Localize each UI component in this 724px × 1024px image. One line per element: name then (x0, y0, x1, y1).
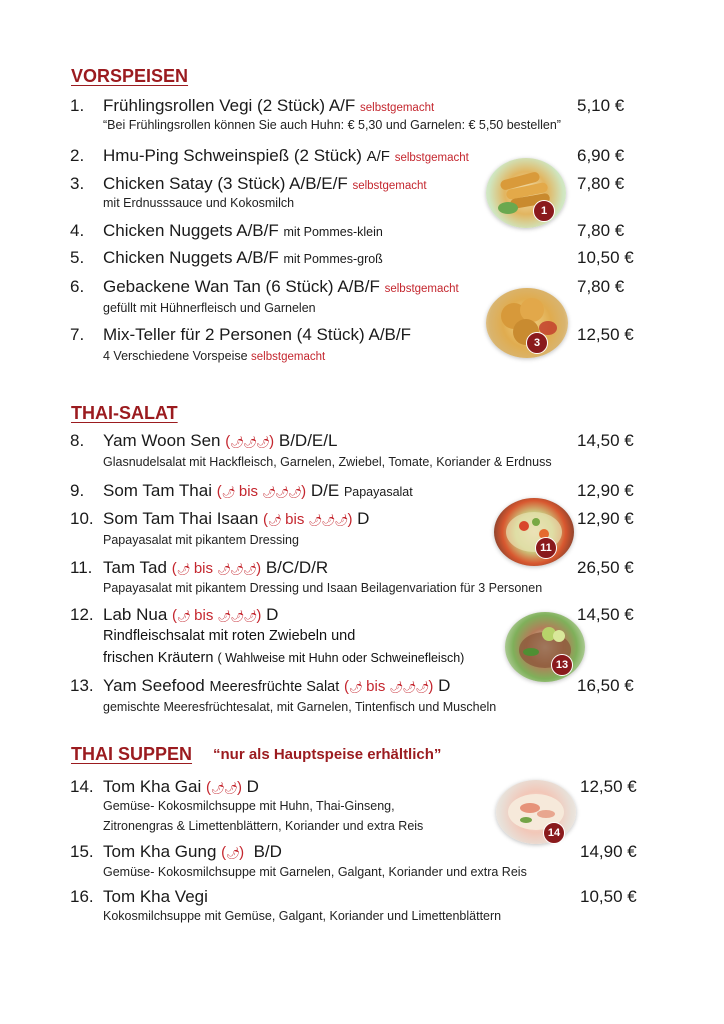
photo-number-badge: 13 (551, 654, 573, 676)
chili-icon: 🌶 (217, 611, 231, 623)
item-price: 10,50 € (577, 248, 634, 267)
item-price: 7,80 € (577, 221, 625, 240)
item-description: Zitronengras & Limettenblättern, Koriander und extra Reis (103, 819, 424, 833)
chili-icon: 🌶 (262, 487, 276, 499)
chili-icon: 🌶 (243, 611, 257, 623)
som-tam-photo (494, 498, 574, 566)
item-price: 14,50 € (577, 431, 634, 450)
item-name: Frühlingsrollen Vegi (2 Stück) A/F selbstgemacht (103, 96, 435, 115)
item-price: 10,50 € (580, 887, 637, 906)
chili-icon: 🌶 (334, 515, 348, 527)
item-price: 6,90 € (577, 146, 625, 165)
item-number: 11. (70, 558, 93, 577)
item-name: Chicken Nuggets A/B/F mit Pommes-klein (103, 221, 383, 240)
item-price: 16,50 € (577, 676, 634, 695)
item-description: Papayasalat mit pikantem Dressing (103, 533, 299, 547)
item-price: 26,50 € (577, 558, 634, 577)
som-tam-icon (494, 498, 574, 566)
item-number: 15. (70, 842, 94, 861)
chili-icon: 🌶 (268, 515, 281, 527)
item-price: 12,50 € (580, 777, 637, 796)
item-description: gefüllt mit Hühnerfleisch und Garnelen (103, 301, 316, 315)
item-number: 9. (70, 481, 85, 500)
chili-icon: 🌶 (389, 682, 403, 694)
chili-icon: 🌶 (402, 682, 416, 694)
item-description: Gemüse- Kokosmilchsuppe mit Garnelen, Galgant, Koriander und extra Reis (103, 865, 527, 879)
section-title-thai-salat: THAI-SALAT (71, 403, 178, 423)
item-name: Som Tam Thai (🌶 bis 🌶🌶🌶) D/E Papayasalat (103, 481, 413, 500)
item-number: 12. (70, 605, 94, 624)
item-price: 12,90 € (577, 481, 634, 500)
item-description: Glasnudelsalat mit Hackfleisch, Garnelen, Zwiebel, Tomate, Koriander & Erdnuss (103, 455, 552, 469)
item-number: 14. (70, 777, 94, 796)
chili-icon: 🌶 (243, 564, 257, 576)
spring-rolls-icon (486, 158, 566, 228)
item-number: 16. (70, 887, 94, 906)
item-name: Chicken Satay (3 Stück) A/B/E/F selbstgemacht (103, 174, 427, 193)
item-name: Tom Kha Gai (🌶🌶) D (103, 777, 259, 796)
chili-icon: 🌶 (256, 437, 270, 449)
chili-icon: 🌶 (288, 487, 302, 499)
item-description: frischen Kräutern ( Wahlweise mit Huhn oder Schweinefleisch) (103, 650, 465, 666)
item-description: Kokosmilchsuppe mit Gemüse, Galgant, Koriander und Limettenblättern (103, 909, 502, 923)
item-number: 8. (70, 431, 85, 450)
item-name: Tom Kha Vegi (103, 887, 208, 906)
chili-icon: 🌶 (223, 783, 237, 795)
item-number: 5. (70, 248, 85, 267)
item-price: 14,90 € (580, 842, 637, 861)
chili-icon: 🌶 (221, 487, 235, 499)
selbstgemacht-tag: selbstgemacht (360, 102, 435, 114)
item-name: Mix-Teller für 2 Personen (4 Stück) A/B/F (103, 325, 411, 344)
chili-icon: 🌶 (230, 564, 244, 576)
item-price: 12,50 € (577, 325, 634, 344)
item-number: 3. (70, 174, 85, 193)
chili-icon: 🌶 (243, 437, 257, 449)
chili-icon: 🌶 (230, 437, 244, 449)
chili-icon: 🌶 (230, 611, 244, 623)
item-description: mit Erdnusssauce und Kokosmilch (103, 196, 295, 210)
item-name: Gebackene Wan Tan (6 Stück) A/B/F selbstgemacht (103, 277, 459, 296)
item-name: Lab Nua (🌶 bis 🌶🌶🌶) D (103, 605, 279, 624)
chili-icon: 🌶 (211, 783, 224, 795)
chili-icon: 🌶 (415, 682, 429, 694)
item-price: 12,90 € (577, 509, 634, 528)
item-number: 4. (70, 221, 85, 240)
chili-icon: 🌶 (308, 515, 322, 527)
item-description: Rindfleischsalat mit roten Zwiebeln und (103, 628, 356, 644)
item-name: Yam Woon Sen (🌶🌶🌶) B/D/E/L (103, 431, 338, 450)
item-price: 7,80 € (577, 277, 625, 296)
item-name: Som Tam Thai Isaan (🌶 bis 🌶🌶🌶) D (103, 509, 370, 528)
photo-number-badge: 11 (535, 537, 557, 559)
item-name: Hmu-Ping Schweinspieß (2 Stück) A/F selbstgemacht (103, 146, 469, 165)
chili-icon: 🌶 (176, 564, 190, 576)
item-price: 5,10 € (577, 96, 625, 115)
item-number: 13. (70, 676, 94, 695)
item-description: “Bei Frühlingsrollen können Sie auch Huhn: € 5,30 und Garnelen: € 5,50 bestellen” (103, 118, 561, 132)
item-description: Papayasalat mit pikantem Dressing und Isaan Beilagenvariation für 3 Personen (103, 581, 543, 595)
section-title-thai-suppen: THAI SUPPEN (71, 744, 193, 764)
chili-icon: 🌶 (349, 682, 362, 694)
item-price: 7,80 € (577, 174, 625, 193)
chili-icon: 🌶 (275, 487, 289, 499)
item-number: 7. (70, 325, 85, 344)
lab-nua-photo (505, 612, 585, 682)
chili-icon: 🌶 (321, 515, 335, 527)
item-price: 14,50 € (577, 605, 634, 624)
chili-icon: 🌶 (226, 848, 240, 860)
photo-number-badge: 1 (533, 200, 555, 222)
item-description: gemischte Meeresfrüchtesalat, mit Garnelen, Tintenfisch und Muscheln (103, 700, 497, 714)
item-number: 2. (70, 146, 85, 165)
item-number: 1. (70, 96, 85, 115)
item-number: 10. (70, 509, 94, 528)
spring-rolls-photo (486, 158, 566, 228)
section-title-vorspeisen: VORSPEISEN (71, 66, 189, 86)
item-name: Tom Kha Gung (🌶) B/D (103, 842, 282, 861)
chili-icon: 🌶 (217, 564, 231, 576)
item-description: 4 Verschiedene Vorspeise selbstgemacht (103, 349, 326, 363)
item-number: 6. (70, 277, 85, 296)
item-name: Chicken Nuggets A/B/F mit Pommes-groß (103, 248, 383, 267)
item-name: Yam Seefood Meeresfrüchte Salat (🌶 bis 🌶🌶🌶) D (103, 676, 451, 695)
photo-number-badge: 3 (526, 332, 548, 354)
item-description: Gemüse- Kokosmilchsuppe mit Huhn, Thai-Ginseng, (103, 799, 395, 813)
lab-nua-icon (505, 612, 585, 682)
item-name: Tam Tad (🌶 bis 🌶🌶🌶) B/C/D/R (103, 558, 329, 577)
photo-number-badge: 14 (543, 822, 565, 844)
section-note: “nur als Hauptspeise erhältlich” (213, 746, 442, 763)
chili-icon: 🌶 (177, 611, 190, 623)
